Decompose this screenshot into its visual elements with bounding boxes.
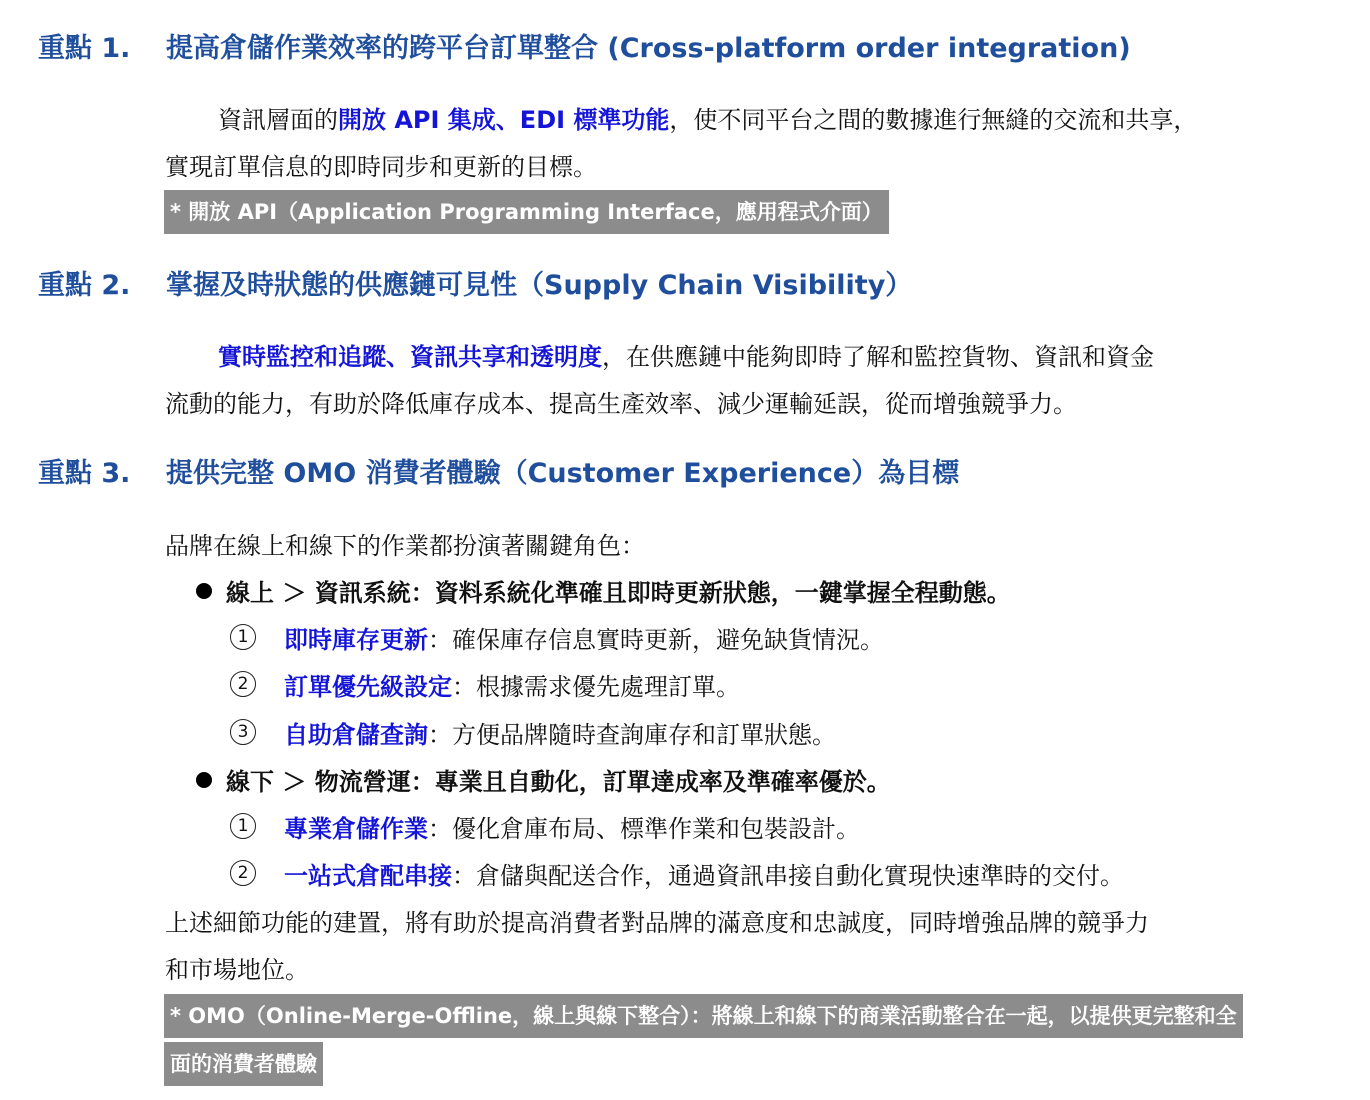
section-2-para-line-2: 流動的能力，有助於降低庫存成本、提高生產效率、減少運輸延誤，從而增強競爭力。 bbox=[165, 390, 1077, 418]
section-2-highlight: 實時監控和追蹤、資訊共享和透明度 bbox=[218, 343, 602, 371]
section-1-number: 重點 1. bbox=[38, 33, 131, 64]
section-2-number: 重點 2. bbox=[38, 270, 131, 301]
section-1-note bbox=[164, 190, 889, 234]
section-1-text-cont: ，使不同平台之間的數據進行無縫的交流和共享， bbox=[669, 106, 1198, 134]
circled-number-1-icon: 1 bbox=[230, 813, 256, 839]
offline-item-1-key: 專業倉儲作業 bbox=[284, 815, 428, 843]
section-3-title: 提供完整 OMO 消費者體驗（Customer Experience）為目標 bbox=[166, 458, 960, 489]
bullet-dot-icon bbox=[196, 583, 212, 599]
bullet-online bbox=[196, 569, 1011, 617]
online-item-1-value: ：確保庫存信息實時更新，避免缺貨情況。 bbox=[428, 626, 884, 654]
bullet-online-text: 線上 ＞ 資訊系統：資料系統化準確且即時更新狀態，一鍵掌握全程動態。 bbox=[226, 579, 1011, 607]
closing-line-2: 和市場地位。 bbox=[165, 956, 309, 984]
offline-item-2-value: ：倉儲與配送合作，通過資訊串接自動化實現快速準時的交付。 bbox=[452, 862, 1124, 890]
offline-item-1-value: ：優化倉庫布局、標準作業和包裝設計。 bbox=[428, 815, 860, 843]
circled-number-1-icon: 1 bbox=[230, 624, 256, 650]
section-2-text: ，在供應鏈中能夠即時了解和監控貨物、資訊和資金 bbox=[602, 343, 1154, 371]
section-3-note-text-1: * OMO（Online-Merge-Offline，線上與線下整合）：將線上和線下的商業活動整合在一起，以提供更完整和全 bbox=[164, 994, 1243, 1038]
offline-item-2 bbox=[230, 852, 1124, 900]
online-item-2 bbox=[230, 663, 740, 711]
section-3-note-line-1 bbox=[164, 994, 1243, 1038]
bullet-offline-text: 線下 ＞ 物流營運：專業且自動化，訂單達成率及準確率優於。 bbox=[226, 768, 891, 796]
circled-number-3-icon: 3 bbox=[230, 719, 256, 745]
online-item-3 bbox=[230, 711, 836, 759]
section-3-number: 重點 3. bbox=[38, 458, 131, 489]
section-3-note-text-2: 面的消費者體驗 bbox=[164, 1042, 323, 1086]
circled-number-2-icon: 2 bbox=[230, 671, 256, 697]
bullet-offline bbox=[196, 758, 891, 806]
section-3-note-line-2 bbox=[164, 1042, 323, 1086]
online-item-2-key: 訂單優先級設定 bbox=[284, 673, 452, 701]
online-item-3-value: ：方便品牌隨時查詢庫存和訂單狀態。 bbox=[428, 721, 836, 749]
bullet-dot-icon bbox=[196, 772, 212, 788]
section-1-text: 資訊層面的 bbox=[218, 106, 338, 134]
online-item-2-value: ：根據需求優先處理訂單。 bbox=[452, 673, 740, 701]
section-2-para-line-1 bbox=[218, 333, 1154, 381]
section-3-intro: 品牌在線上和線下的作業都扮演著關鍵角色： bbox=[165, 532, 645, 560]
online-item-3-key: 自助倉儲查詢 bbox=[284, 721, 428, 749]
section-1-note-text: * 開放 API（Application Programming Interface，應用程式介面） bbox=[164, 190, 889, 234]
online-item-1-key: 即時庫存更新 bbox=[284, 626, 428, 654]
section-1-para-line-1 bbox=[218, 96, 1197, 144]
online-item-1 bbox=[230, 616, 884, 664]
section-1-title: 提高倉儲作業效率的跨平台訂單整合 (Cross-platform order integration) bbox=[166, 33, 1131, 64]
section-1-para-line-2: 實現訂單信息的即時同步和更新的目標。 bbox=[165, 153, 597, 181]
section-1-highlight: 開放 API 集成、EDI 標準功能 bbox=[338, 106, 670, 134]
section-2-title: 掌握及時狀態的供應鏈可見性（Supply Chain Visibility） bbox=[166, 270, 913, 301]
circled-number-2-icon: 2 bbox=[230, 860, 256, 886]
closing-line-1: 上述細節功能的建置，將有助於提高消費者對品牌的滿意度和忠誠度，同時增強品牌的競爭力 bbox=[165, 909, 1149, 937]
offline-item-1 bbox=[230, 805, 860, 853]
offline-item-2-key: 一站式倉配串接 bbox=[284, 862, 452, 890]
